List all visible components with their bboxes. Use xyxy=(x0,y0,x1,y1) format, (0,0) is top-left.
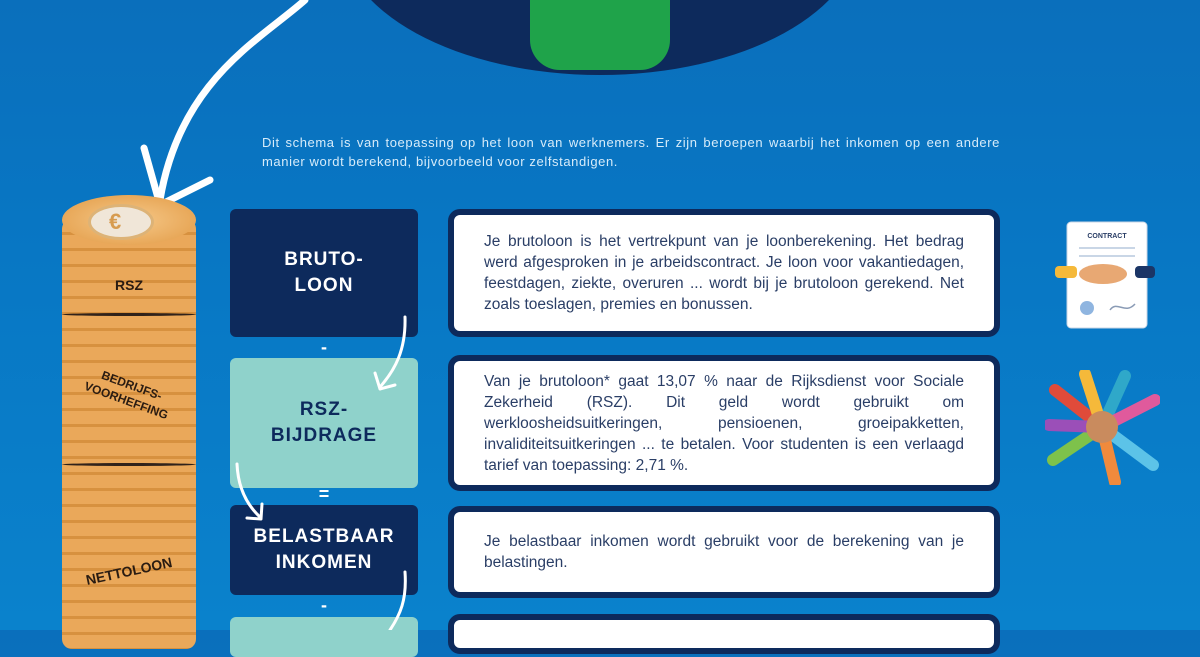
globe-icon xyxy=(340,0,860,75)
description-belastbaar-inkomen: Je belastbaar inkomen wordt gebruikt voor de berekening van je belastingen. xyxy=(448,506,1000,598)
step-brutoloon: BRUTO- LOON xyxy=(230,209,418,337)
operator-equals: = xyxy=(318,484,330,504)
description-next-partial xyxy=(448,614,1000,654)
hands-together-icon xyxy=(1045,370,1160,485)
coin-label-nettoloon: NETTOLOON xyxy=(84,554,174,588)
operator-minus: - xyxy=(321,337,327,357)
curved-arrow-icon xyxy=(140,0,320,215)
euro-coin-icon: € xyxy=(62,195,196,245)
operator-minus: - xyxy=(321,595,327,615)
description-brutoloon: Je brutoloon is het vertrekpunt van je loonberekening. Het bedrag werd afgesproken in je arbeidscontract. Je loon voor vakantiedagen, feestdagen, ziekte, overuren ... wordt bij je brutoloon gerekend. Net zoals toeslagen, premies en bonussen. xyxy=(448,209,1000,337)
contract-icon xyxy=(1055,220,1155,330)
description-rsz-bijdrage: Van je brutoloon* gaat 13,07 % naar de Rijksdienst voor Sociale Zekerheid (RSZ). Dit geld wordt gebruikt om werkloosheidsuitkeringen, pensioenen, groeipakketten, invaliditeitsuitkeringen ... te betalen. Voor studenten is een verlaagd tarief van toepassing: 2,71 %. xyxy=(448,355,1000,491)
coin-label-rsz: RSZ xyxy=(115,277,143,293)
flow-arrow-icon xyxy=(370,315,415,395)
step-belastbaar-inkomen: BELASTBAAR INKOMEN xyxy=(230,505,418,595)
flow-arrow-icon xyxy=(232,462,272,524)
step-rsz-bijdrage: RSZ- BIJDRAGE xyxy=(230,358,418,488)
coin-stack xyxy=(62,195,196,635)
contract-label: CONTRACT xyxy=(1087,233,1127,240)
intro-text: Dit schema is van toepassing op het loon van werknemers. Er zijn beroepen waarbij het inkomen op een andere manier wordt berekend, bijvoorbeeld voor zelfstandigen. xyxy=(262,135,1000,169)
flow-arrow-icon xyxy=(375,570,415,630)
coin-label-bedrijfsvoorheffing: BEDRIJFS- VOORHEFFING xyxy=(82,368,171,423)
